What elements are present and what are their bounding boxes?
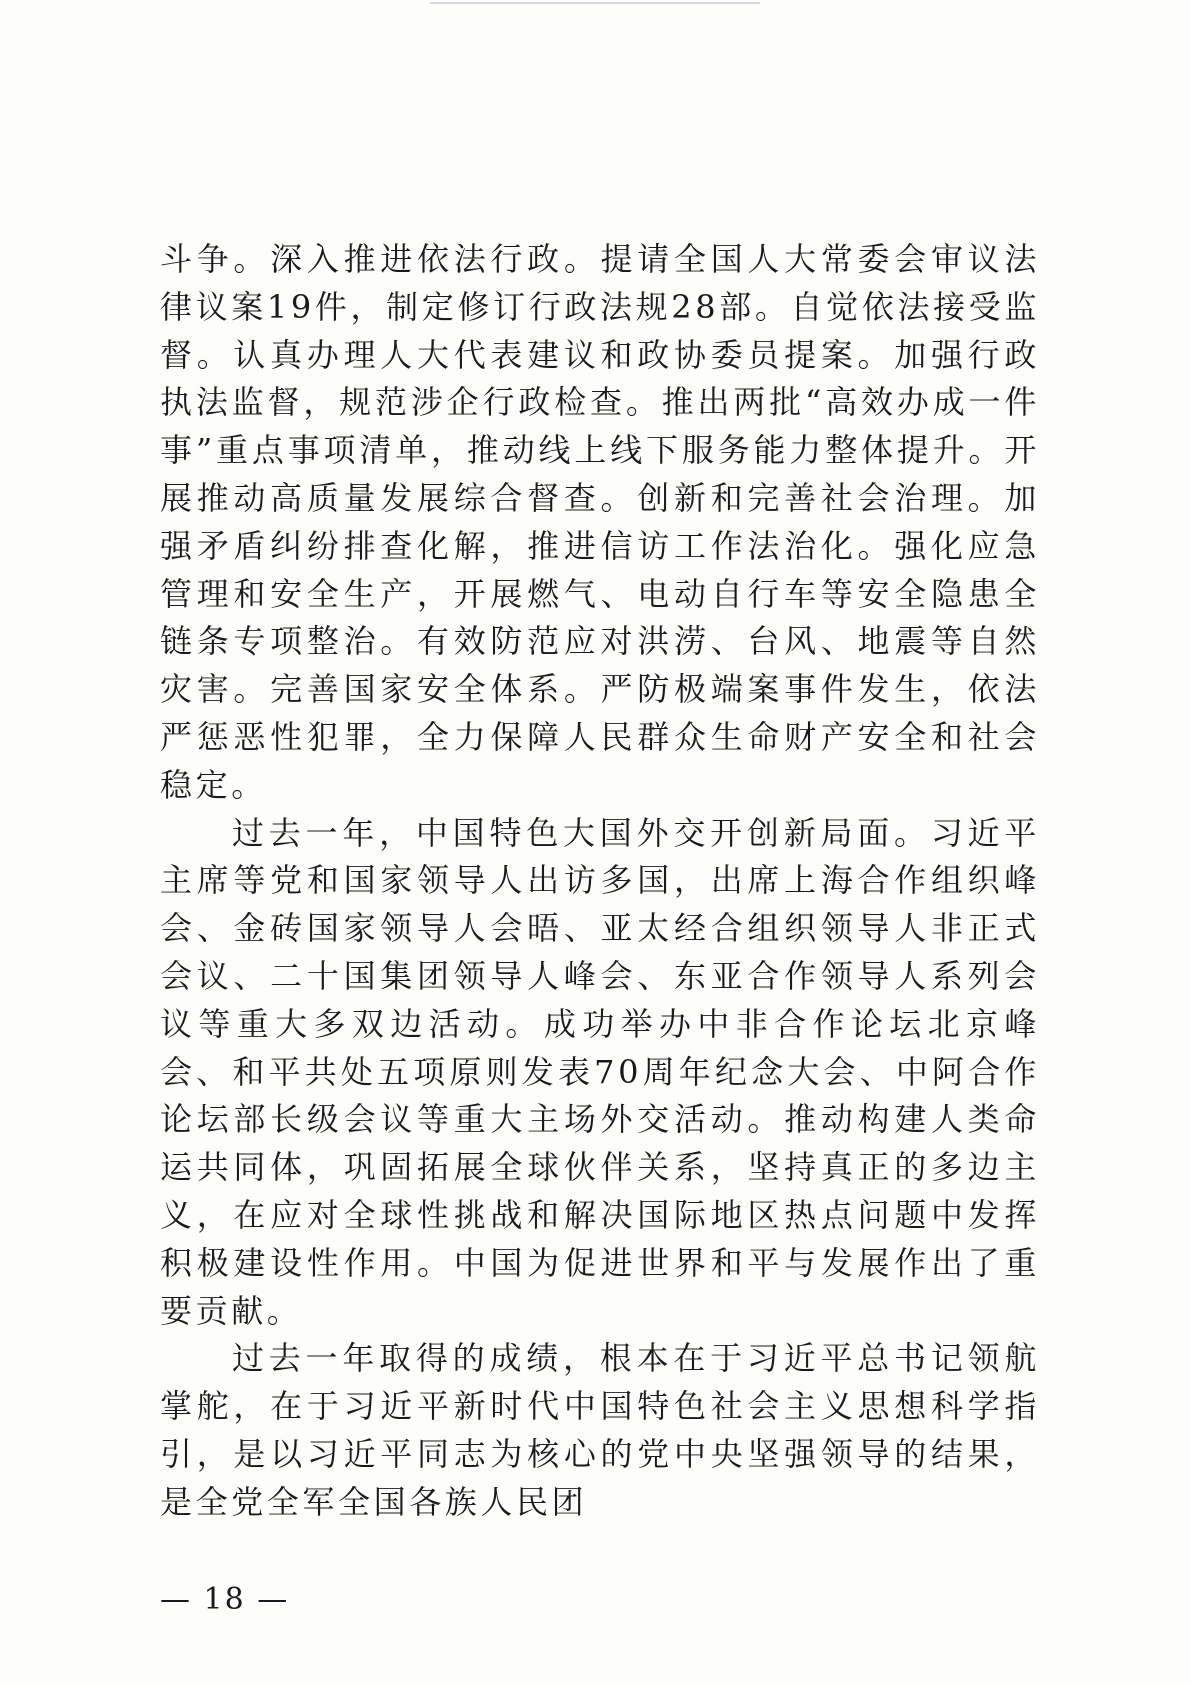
paragraph-2: 过去一年，中国特色大国外交开创新局面。习近平主席等党和国家领导人出访多国，出席上海合作组织峰会、金砖国家领导人会晤、亚太经合组织领导人非正式会议、二十国集团领导人峰会、东亚合作领导人系列会议等重大多双边活动。成功举办中非合作论坛北京峰会、和平共处五项原则发表70周年纪念大会、中阿合作论坛部长级会议等重大主场外交活动。推动构建人类命运共同体，巩固拓展全球伙伴关系，坚持真正的多边主义，在应对全球性挑战和解决国际地区热点问题中发挥积极建设性作用。中国为促进世界和平与发展作出了重要贡献。 [160, 813, 1040, 1330]
paragraph-3: 过去一年取得的成绩，根本在于习近平总书记领航掌舵，在于习近平新时代中国特色社会主义思想科学指引，是以习近平同志为核心的党中央坚强领导的结果，是全党全军全国各族人民团 [160, 1339, 1040, 1521]
paragraph-1: 斗争。深入推进依法行政。提请全国人大常委会审议法律议案19件，制定修订行政法规28部。自觉依法接受监督。认真办理人大代表建议和政协委员提案。加强行政执法监督，规范涉企行政检查。推出两批“高效办成一件事”重点事项清单，推动线上线下服务能力整体提升。开展推动高质量发展综合督查。创新和完善社会治理。加强矛盾纠纷排查化解，推进信访工作法治化。强化应急管理和安全生产，开展燃气、电动自行车等安全隐患全链条专项整治。有效防范应对洪涝、台风、地震等自然灾害。完善国家安全体系。严防极端案事件发生，依法严惩恶性犯罪，全力保障人民群众生命财产安全和社会稳定。 [160, 240, 1040, 804]
body-text [160, 236, 1040, 1527]
scan-edge-mark [430, 2, 760, 4]
page-number: — 18 — [160, 1582, 290, 1617]
